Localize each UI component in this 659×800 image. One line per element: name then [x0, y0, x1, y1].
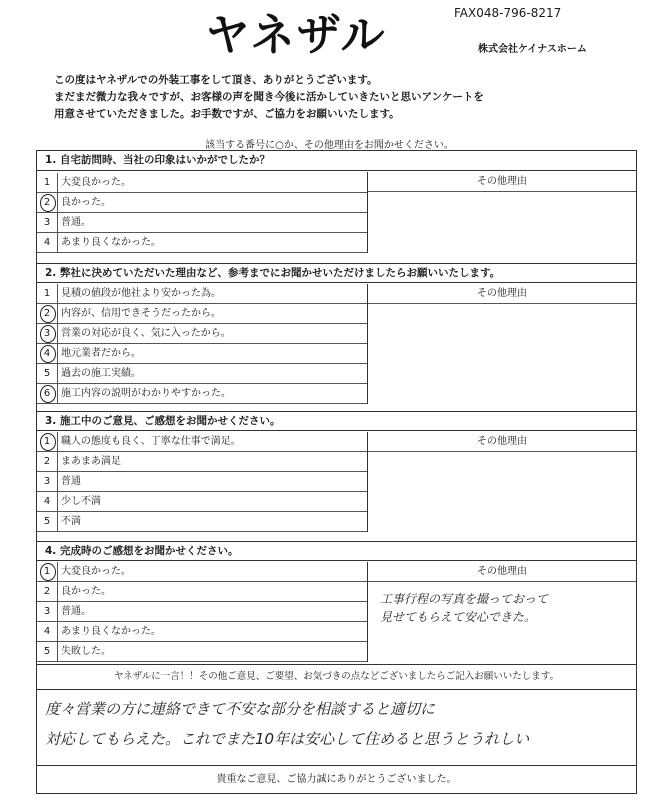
- option-label: 普通。: [61, 606, 91, 617]
- option-row[interactable]: [37, 233, 367, 253]
- option-row[interactable]: [37, 344, 367, 364]
- circle-mark: [40, 563, 56, 581]
- option-label: あまり良くなかった。: [61, 237, 161, 248]
- option-number: 3: [37, 324, 58, 343]
- option-row[interactable]: [37, 512, 367, 532]
- free-comment-prompt: ヤネザルに一言！！その他ご意見、ご要望、お気づきの点などございましたらご記入お願いいたします。: [37, 664, 636, 690]
- option-row[interactable]: [37, 452, 367, 472]
- option-number: 4: [37, 622, 58, 641]
- option-number: 2: [37, 193, 58, 212]
- option-label: まあまあ満足: [61, 456, 121, 467]
- option-number: 2: [37, 304, 58, 323]
- option-label: 施工内容の説明がわかりやすかった。: [61, 388, 231, 399]
- intro-line: 用意させていただきました。お手数ですが、ご協力をお願いいたします。: [54, 108, 400, 120]
- option-label: 大変良かった。: [61, 566, 131, 577]
- option-label: 失敗した。: [61, 646, 111, 657]
- circle-mark: [40, 433, 56, 451]
- option-row[interactable]: [37, 472, 367, 492]
- option-label: 普通: [61, 476, 81, 487]
- yanezaru-logo: [180, 8, 412, 58]
- instruction-text: 該当する番号に○か、その他理由をお聞かせください。: [205, 140, 454, 151]
- option-row[interactable]: [37, 562, 367, 582]
- option-number: 5: [37, 642, 58, 661]
- other-reason-box[interactable]: [367, 172, 636, 253]
- option-number: 5: [37, 364, 58, 383]
- option-number: 2: [37, 452, 58, 471]
- option-number: 4: [37, 492, 58, 511]
- section-4-title: 4. 完成時のご感想をお聞かせください。: [37, 541, 636, 561]
- option-number: 1: [37, 173, 58, 192]
- section-1-title: 1. 自宅訪問時、当社の印象はいかがでしたか？: [37, 151, 636, 171]
- option-label: 地元業者だから。: [61, 348, 141, 359]
- other-reason-title: その他理由: [368, 432, 636, 452]
- circle-mark: [40, 305, 56, 323]
- option-number: 1: [37, 562, 58, 581]
- other-reason-box[interactable]: [367, 284, 636, 404]
- handwritten-line: 見せてもらえて安心できた。: [380, 610, 537, 624]
- other-reason-box[interactable]: [367, 562, 636, 662]
- circle-mark: [40, 345, 56, 363]
- other-reason-title: その他理由: [368, 284, 636, 304]
- fax-number: FAX048-796-8217: [454, 6, 562, 20]
- option-label: 過去の施工実績。: [61, 368, 141, 379]
- option-row[interactable]: [37, 364, 367, 384]
- intro-line: この度はヤネザルでの外装工事をして頂き、ありがとうございます。: [54, 74, 378, 86]
- option-label: 大変良かった。: [61, 177, 131, 188]
- intro-text: [54, 72, 484, 123]
- option-number: 6: [37, 384, 58, 403]
- option-row[interactable]: [37, 602, 367, 622]
- circle-mark: [40, 194, 56, 212]
- option-number: 5: [37, 512, 58, 531]
- company-name: 株式会社ケイナスホーム: [478, 44, 587, 55]
- free-comment[interactable]: [45, 694, 625, 754]
- option-label: 良かった。: [61, 586, 111, 597]
- option-row[interactable]: [37, 642, 367, 662]
- section-2-title: 2. 弊社に決めていただいた理由など、参考までにお聞かせいただけましたらお願いいたします。: [37, 263, 636, 283]
- option-row[interactable]: [37, 213, 367, 233]
- comment-line: 度々営業の方に連絡できて不安な部分を相談すると適切に: [45, 700, 436, 718]
- option-number: 1: [37, 432, 58, 451]
- option-label: 不満: [61, 516, 81, 527]
- option-label: あまり良くなかった。: [61, 626, 161, 637]
- other-reason-title: その他理由: [368, 172, 636, 192]
- option-number: 3: [37, 213, 58, 232]
- option-row[interactable]: [37, 384, 367, 404]
- thanks-message: 貴重なご意見、ご協力誠にありがとうございました。: [37, 765, 636, 794]
- circle-mark: [40, 385, 56, 403]
- option-row[interactable]: [37, 193, 367, 213]
- option-label: 見積の値段が他社より安かった為。: [61, 288, 221, 299]
- option-number: 3: [37, 472, 58, 491]
- option-row[interactable]: [37, 492, 367, 512]
- handwritten-line: 工事行程の写真を撮っておって: [380, 592, 549, 606]
- option-label: 営業の対応が良く、気に入ったから。: [61, 328, 231, 339]
- option-number: 2: [37, 582, 58, 601]
- option-row[interactable]: [37, 284, 367, 304]
- handwritten-reason: [368, 582, 636, 626]
- option-number: 3: [37, 602, 58, 621]
- option-row[interactable]: [37, 173, 367, 193]
- circle-mark: [40, 325, 56, 343]
- option-row[interactable]: [37, 304, 367, 324]
- option-row[interactable]: [37, 622, 367, 642]
- option-label: 良かった。: [61, 197, 111, 208]
- option-number: 4: [37, 233, 58, 252]
- option-label: 少し不満: [61, 496, 101, 507]
- option-row[interactable]: [37, 582, 367, 602]
- other-reason-box[interactable]: [367, 432, 636, 532]
- other-reason-title: その他理由: [368, 562, 636, 582]
- survey-form: [36, 150, 637, 794]
- option-label: 内容が、信用できそうだったから。: [61, 308, 221, 319]
- section-3-title: 3. 施工中のご意見、ご感想をお聞かせください。: [37, 411, 636, 431]
- option-label: 普通。: [61, 217, 91, 228]
- logo-text: ヤネザル: [205, 10, 387, 58]
- option-number: 1: [37, 284, 58, 303]
- option-number: 4: [37, 344, 58, 363]
- option-row[interactable]: [37, 324, 367, 344]
- intro-line: まだまだ微力な我々ですが、お客様の声を聞き今後に活かしていきたいと思いアンケートを: [54, 91, 484, 103]
- comment-line: 対応してもらえた。これでまた10年は安心して住めると思うとうれしい: [45, 730, 530, 748]
- option-row[interactable]: [37, 432, 367, 452]
- option-label: 職人の態度も良く、丁寧な仕事で満足。: [61, 436, 241, 447]
